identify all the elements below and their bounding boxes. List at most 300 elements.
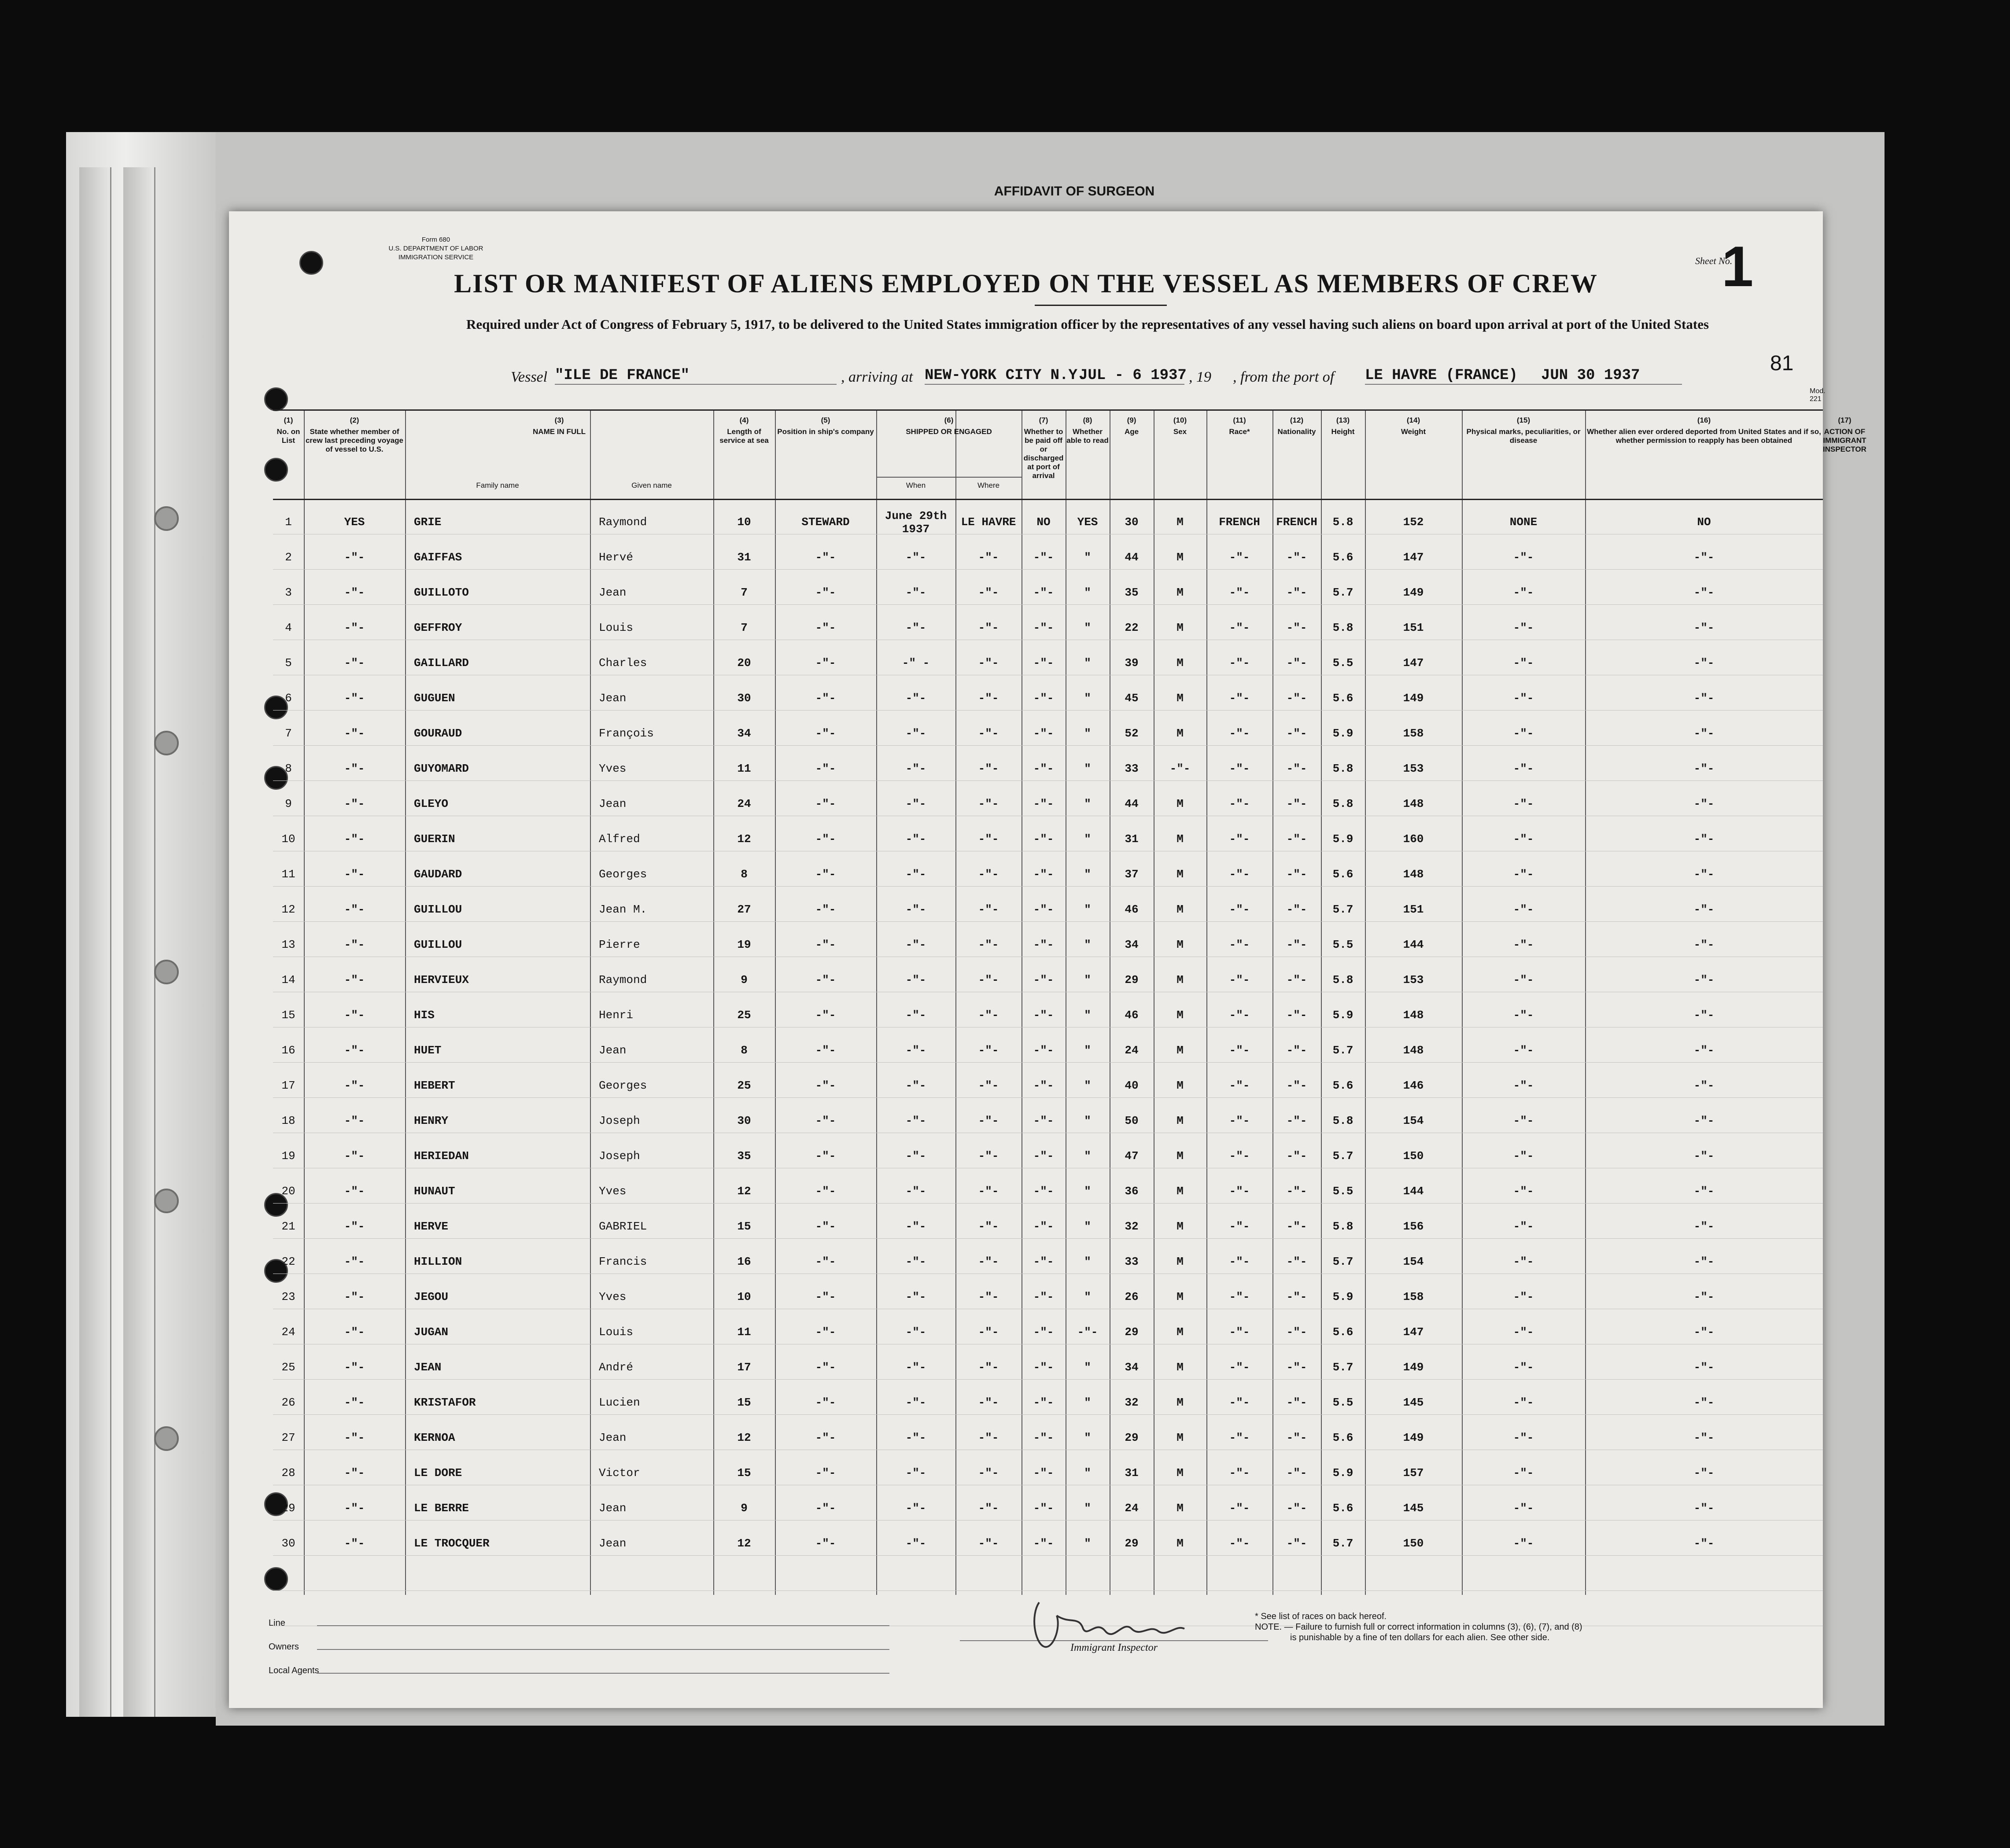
cell-age: 39	[1125, 656, 1139, 670]
cell-race: -"-	[1229, 1220, 1250, 1233]
cell-marks: -"-	[1513, 868, 1534, 881]
cell-nationality: -"-	[1286, 1290, 1307, 1303]
cell-read: "	[1084, 1220, 1091, 1233]
cell-given: Victor	[599, 1466, 640, 1480]
cell-marks: NONE	[1509, 515, 1538, 529]
cell-age: 30	[1125, 515, 1139, 529]
column-header	[1206, 416, 1272, 436]
column-header	[304, 416, 405, 454]
cell-sex: M	[1176, 586, 1184, 599]
cell-weight: 160	[1403, 832, 1424, 846]
cell-when: -"-	[905, 586, 926, 599]
cell-prev: -"-	[344, 1290, 365, 1303]
punch-hole	[264, 387, 288, 411]
column-label: Physical marks, peculiarities, or disease	[1466, 427, 1581, 445]
cell-race: -"-	[1229, 797, 1250, 810]
cell-marks: -"-	[1513, 692, 1534, 705]
cell-where: -"-	[978, 1466, 999, 1480]
cell-weight: 151	[1403, 903, 1424, 916]
cell-deported: -"-	[1693, 1220, 1715, 1233]
cell-read: "	[1084, 1431, 1091, 1444]
cell-race: -"-	[1229, 762, 1250, 775]
column-label: Whether alien ever ordered deported from United States and if so, whether permission to reapply has been obtained	[1587, 427, 1821, 445]
column-header	[1585, 416, 1823, 445]
table-row	[273, 1278, 1823, 1313]
cell-paid: -"-	[1033, 1466, 1054, 1480]
cell-service: 30	[737, 1114, 751, 1127]
table-row	[273, 1489, 1823, 1524]
cell-prev: -"-	[344, 1149, 365, 1163]
cell-position: -"-	[815, 1325, 836, 1339]
cell-deported: NO	[1697, 515, 1711, 529]
cell-where: -"-	[978, 586, 999, 599]
cell-no: 15	[281, 1009, 295, 1022]
cell-sex: M	[1176, 1466, 1184, 1480]
cell-given: Raymond	[599, 973, 647, 987]
cell-given: Joseph	[599, 1114, 640, 1127]
column-number: (10)	[1173, 416, 1187, 424]
cell-no: 7	[285, 727, 292, 740]
cell-service: 25	[737, 1079, 751, 1092]
cell-nationality: -"-	[1286, 1044, 1307, 1057]
cell-marks: -"-	[1513, 973, 1534, 987]
cell-read: "	[1084, 1114, 1091, 1127]
cell-age: 45	[1125, 692, 1139, 705]
cell-service: 12	[737, 1431, 751, 1444]
cell-sex: M	[1176, 1396, 1184, 1409]
cell-weight: 154	[1403, 1114, 1424, 1127]
cell-nationality: -"-	[1286, 1009, 1307, 1022]
cell-where: -"-	[978, 551, 999, 564]
cell-prev: -"-	[344, 1466, 365, 1480]
cell-sex: M	[1176, 903, 1184, 916]
cell-where: -"-	[978, 1079, 999, 1092]
cell-prev: -"-	[344, 938, 365, 951]
cell-service: 7	[741, 621, 748, 634]
cell-sex: M	[1176, 973, 1184, 987]
cell-sex: M	[1176, 1537, 1184, 1550]
cell-family: GUGUEN	[414, 692, 455, 705]
cell-when: -"-	[905, 1502, 926, 1515]
column-number: (11)	[1233, 416, 1246, 424]
cell-sex: M	[1176, 656, 1184, 670]
footer-line-label: Line	[269, 1618, 285, 1628]
cell-no: 21	[281, 1220, 295, 1233]
column-label: Height	[1331, 427, 1355, 436]
cell-nationality: -"-	[1286, 692, 1307, 705]
cell-given: Joseph	[599, 1149, 640, 1163]
cell-when: -"-	[905, 1325, 926, 1339]
cell-read: "	[1084, 1009, 1091, 1022]
cell-when: -"-	[905, 903, 926, 916]
cell-height: 5.5	[1332, 656, 1354, 670]
cell-prev: -"-	[344, 1220, 365, 1233]
cell-when: -"-	[905, 973, 926, 987]
cell-given: Henri	[599, 1009, 634, 1022]
cell-position: -"-	[815, 1079, 836, 1092]
cell-when: -" -	[902, 656, 930, 670]
cell-when: -"-	[905, 1396, 926, 1409]
cell-given: Francis	[599, 1255, 647, 1268]
cell-where: -"-	[978, 1396, 999, 1409]
cell-marks: -"-	[1513, 1325, 1534, 1339]
cell-sex: M	[1176, 551, 1184, 564]
cell-deported: -"-	[1693, 832, 1715, 846]
cell-read: "	[1084, 1290, 1091, 1303]
footer-notes	[1255, 1611, 1739, 1643]
cell-sex: M	[1176, 938, 1184, 951]
sheet-no-label: Sheet No.	[1695, 255, 1733, 266]
cell-marks: -"-	[1513, 1220, 1534, 1233]
cell-when: -"-	[905, 1149, 926, 1163]
cell-family: GUERIN	[414, 832, 455, 846]
cell-deported: -"-	[1693, 762, 1715, 775]
cell-no: 5	[285, 656, 292, 670]
cell-height: 5.5	[1332, 1185, 1354, 1198]
cell-height: 5.8	[1332, 797, 1354, 810]
cell-position: STEWARD	[801, 515, 850, 529]
cell-paid: -"-	[1033, 1431, 1054, 1444]
cell-family: GUILLOTO	[414, 586, 469, 599]
cell-height: 5.6	[1332, 1502, 1354, 1515]
cell-race: -"-	[1229, 1149, 1250, 1163]
cell-marks: -"-	[1513, 1466, 1534, 1480]
cell-prev: -"-	[344, 727, 365, 740]
cell-marks: -"-	[1513, 1114, 1534, 1127]
subheader-when: When	[906, 481, 926, 490]
cell-weight: 153	[1403, 762, 1424, 775]
table-row	[273, 1102, 1823, 1137]
cell-height: 5.7	[1332, 903, 1354, 916]
column-label: Weight	[1401, 427, 1426, 436]
cell-position: -"-	[815, 692, 836, 705]
cell-paid: NO	[1036, 515, 1051, 529]
cell-read: YES	[1077, 515, 1098, 529]
cell-prev: -"-	[344, 1361, 365, 1374]
cell-family: HERIEDAN	[414, 1149, 469, 1163]
cell-height: 5.8	[1332, 973, 1354, 987]
cell-age: 22	[1125, 621, 1139, 634]
cell-age: 52	[1125, 727, 1139, 740]
cell-read: "	[1084, 1185, 1091, 1198]
cell-paid: -"-	[1033, 1185, 1054, 1198]
cell-where: -"-	[978, 656, 999, 670]
cell-position: -"-	[815, 938, 836, 951]
cell-sex: M	[1176, 1114, 1184, 1127]
cell-given: Jean	[599, 1044, 627, 1057]
cell-deported: -"-	[1693, 586, 1715, 599]
column-label: ACTION OF IMMIGRANT INSPECTOR	[1823, 427, 1866, 453]
cell-read: "	[1084, 903, 1091, 916]
column-header	[405, 416, 713, 436]
cell-race: -"-	[1229, 551, 1250, 564]
cell-prev: -"-	[344, 762, 365, 775]
cell-race: -"-	[1229, 1396, 1250, 1409]
cell-nationality: -"-	[1286, 762, 1307, 775]
column-number: (4)	[739, 416, 749, 424]
cell-marks: -"-	[1513, 1290, 1534, 1303]
cell-read: "	[1084, 1149, 1091, 1163]
cell-service: 35	[737, 1149, 751, 1163]
cell-read: "	[1084, 1396, 1091, 1409]
cell-prev: -"-	[344, 621, 365, 634]
column-header	[1154, 416, 1206, 436]
cell-prev: -"-	[344, 1502, 365, 1515]
binder-strip	[123, 167, 155, 1717]
cell-position: -"-	[815, 1502, 836, 1515]
cell-age: 29	[1125, 1325, 1139, 1339]
cell-given: Hervé	[599, 551, 634, 564]
cell-position: -"-	[815, 621, 836, 634]
column-label: Whether to be paid off or discharged at port of arrival	[1023, 427, 1064, 480]
cell-race: -"-	[1229, 868, 1250, 881]
cell-when: -"-	[905, 551, 926, 564]
cell-paid: -"-	[1033, 903, 1054, 916]
cell-prev: -"-	[344, 1537, 365, 1550]
cell-no: 17	[281, 1079, 295, 1092]
cell-read: "	[1084, 656, 1091, 670]
cell-weight: 151	[1403, 621, 1424, 634]
cell-where: -"-	[978, 903, 999, 916]
cell-paid: -"-	[1033, 1220, 1054, 1233]
cell-weight: 149	[1403, 1361, 1424, 1374]
cell-service: 30	[737, 692, 751, 705]
cell-service: 34	[737, 727, 751, 740]
cell-prev: -"-	[344, 868, 365, 881]
cell-sex: M	[1176, 1079, 1184, 1092]
binder-hole	[154, 960, 179, 984]
cell-height: 5.7	[1332, 1361, 1354, 1374]
table-row	[273, 785, 1823, 820]
subheader-family: Family name	[476, 481, 519, 490]
column-label: Whether able to read	[1066, 427, 1109, 445]
cell-deported: -"-	[1693, 1114, 1715, 1127]
manifest-subtitle: Required under Act of Congress of February 5, 1917, to be delivered to the United States immigration officer by the representatives of any vessel having such aliens on board upon arrival at port of the United States	[466, 317, 1709, 332]
column-number: (1)	[284, 416, 293, 424]
cell-no: 6	[285, 692, 292, 705]
cell-service: 24	[737, 797, 751, 810]
cell-prev: -"-	[344, 586, 365, 599]
table-row	[273, 714, 1823, 750]
cell-height: 5.7	[1332, 1255, 1354, 1268]
cell-marks: -"-	[1513, 656, 1534, 670]
cell-weight: 148	[1403, 868, 1424, 881]
cell-age: 24	[1125, 1044, 1139, 1057]
cell-no: 10	[281, 832, 295, 846]
table-row	[273, 996, 1823, 1031]
cell-given: Georges	[599, 868, 647, 881]
cell-where: -"-	[978, 727, 999, 740]
cell-family: HEBERT	[414, 1079, 455, 1092]
cell-prev: -"-	[344, 973, 365, 987]
cell-prev: -"-	[344, 1079, 365, 1092]
cell-prev: -"-	[344, 832, 365, 846]
cell-where: -"-	[978, 1009, 999, 1022]
cell-no: 4	[285, 621, 292, 634]
cell-nationality: -"-	[1286, 868, 1307, 881]
arriving-label: , arriving at	[841, 369, 913, 385]
cell-marks: -"-	[1513, 903, 1534, 916]
cell-deported: -"-	[1693, 1361, 1715, 1374]
cell-paid: -"-	[1033, 868, 1054, 881]
cell-age: 34	[1125, 938, 1139, 951]
form-service: IMMIGRATION SERVICE	[398, 254, 474, 261]
cell-deported: -"-	[1693, 656, 1715, 670]
cell-service: 8	[741, 1044, 748, 1057]
cell-age: 33	[1125, 762, 1139, 775]
cell-paid: -"-	[1033, 1290, 1054, 1303]
cell-deported: -"-	[1693, 551, 1715, 564]
cell-age: 34	[1125, 1361, 1139, 1374]
table-row	[273, 644, 1823, 679]
cell-deported: -"-	[1693, 797, 1715, 810]
cell-age: 37	[1125, 868, 1139, 881]
cell-no: 28	[281, 1466, 295, 1480]
cell-deported: -"-	[1693, 1079, 1715, 1092]
cell-service: 11	[737, 1325, 751, 1339]
cell-position: -"-	[815, 1537, 836, 1550]
cell-marks: -"-	[1513, 1502, 1534, 1515]
column-number: (2)	[350, 416, 359, 424]
cell-age: 33	[1125, 1255, 1139, 1268]
cell-sex: M	[1176, 797, 1184, 810]
cell-height: 5.9	[1332, 1290, 1354, 1303]
cell-race: -"-	[1229, 938, 1250, 951]
cell-no: 25	[281, 1361, 295, 1374]
table-row	[273, 1243, 1823, 1278]
cell-given: Jean	[599, 586, 627, 599]
cell-weight: 149	[1403, 1431, 1424, 1444]
cell-service: 12	[737, 1185, 751, 1198]
cell-family: GUILLOU	[414, 938, 462, 951]
cell-where: -"-	[978, 832, 999, 846]
cell-family: HIS	[414, 1009, 435, 1022]
cell-nationality: -"-	[1286, 1396, 1307, 1409]
cell-nationality: -"-	[1286, 586, 1307, 599]
cell-where: -"-	[978, 797, 999, 810]
cell-sex: M	[1176, 727, 1184, 740]
cell-marks: -"-	[1513, 727, 1534, 740]
cell-height: 5.8	[1332, 1114, 1354, 1127]
cell-marks: -"-	[1513, 762, 1534, 775]
cell-where: -"-	[978, 1185, 999, 1198]
cell-given: Yves	[599, 1290, 627, 1303]
table-row	[273, 750, 1823, 785]
column-header	[273, 416, 304, 445]
table-row	[273, 1172, 1823, 1207]
cell-position: -"-	[815, 1149, 836, 1163]
cell-paid: -"-	[1033, 621, 1054, 634]
cell-service: 31	[737, 551, 751, 564]
manifest-sheet	[229, 211, 1866, 1708]
cell-when: -"-	[905, 1361, 926, 1374]
cell-race: -"-	[1229, 656, 1250, 670]
column-header	[1272, 416, 1321, 436]
cell-paid: -"-	[1033, 1255, 1054, 1268]
cell-paid: -"-	[1033, 1325, 1054, 1339]
cell-weight: 150	[1403, 1149, 1424, 1163]
binder-hole	[154, 1189, 179, 1213]
cell-when: -"-	[905, 762, 926, 775]
cell-height: 5.9	[1332, 832, 1354, 846]
cell-race: -"-	[1229, 1079, 1250, 1092]
cell-race: -"-	[1229, 727, 1250, 740]
cell-deported: -"-	[1693, 1290, 1715, 1303]
cell-given: Jean	[599, 1502, 627, 1515]
cell-paid: -"-	[1033, 1149, 1054, 1163]
cell-service: 10	[737, 1290, 751, 1303]
cell-nationality: FRENCH	[1276, 515, 1317, 529]
cell-read: "	[1084, 938, 1091, 951]
cell-sex: M	[1176, 1290, 1184, 1303]
cell-marks: -"-	[1513, 1009, 1534, 1022]
cell-race: -"-	[1229, 1185, 1250, 1198]
cell-weight: 144	[1403, 1185, 1424, 1198]
cell-no: 20	[281, 1185, 295, 1198]
cell-deported: -"-	[1693, 868, 1715, 881]
cell-family: GAILLARD	[414, 656, 469, 670]
cell-position: -"-	[815, 1466, 836, 1480]
cell-race: -"-	[1229, 1502, 1250, 1515]
cell-race: -"-	[1229, 621, 1250, 634]
cell-read: "	[1084, 868, 1091, 881]
cell-no: 13	[281, 938, 295, 951]
cell-marks: -"-	[1513, 1537, 1534, 1550]
title-underline	[1035, 305, 1167, 306]
cell-read: "	[1084, 621, 1091, 634]
cell-service: 12	[737, 832, 751, 846]
cell-race: -"-	[1229, 586, 1250, 599]
cell-service: 20	[737, 656, 751, 670]
cell-position: -"-	[815, 1009, 836, 1022]
column-header	[1022, 416, 1066, 480]
column-header	[1462, 416, 1585, 445]
form-number: Form 680	[421, 236, 450, 243]
cell-position: -"-	[815, 797, 836, 810]
cell-deported: -"-	[1693, 1537, 1715, 1550]
table-row	[273, 679, 1823, 714]
cell-given: André	[599, 1361, 634, 1374]
cell-when: -"-	[905, 621, 926, 634]
from-port-label: , from the port of	[1233, 369, 1335, 385]
cell-where: -"-	[978, 1149, 999, 1163]
cell-deported: -"-	[1693, 903, 1715, 916]
cell-age: 32	[1125, 1396, 1139, 1409]
cell-when: -"-	[905, 1185, 926, 1198]
cell-position: -"-	[815, 1044, 836, 1057]
cell-marks: -"-	[1513, 1431, 1534, 1444]
cell-paid: -"-	[1033, 938, 1054, 951]
cell-marks: -"-	[1513, 551, 1534, 564]
cell-read: "	[1084, 586, 1091, 599]
cell-weight: 147	[1403, 1325, 1424, 1339]
cell-position: -"-	[815, 586, 836, 599]
cell-marks: -"-	[1513, 832, 1534, 846]
cell-where: -"-	[978, 1502, 999, 1515]
cell-where: -"-	[978, 762, 999, 775]
cell-age: 32	[1125, 1220, 1139, 1233]
cell-prev: -"-	[344, 1431, 365, 1444]
cell-sex: M	[1176, 1009, 1184, 1022]
cell-prev: -"-	[344, 656, 365, 670]
cell-given: Jean	[599, 797, 627, 810]
cell-no: 11	[281, 868, 295, 881]
cell-given: François	[599, 727, 654, 740]
cell-no: 30	[281, 1537, 295, 1550]
cell-where: -"-	[978, 1361, 999, 1374]
cell-nationality: -"-	[1286, 1079, 1307, 1092]
cell-race: -"-	[1229, 1537, 1250, 1550]
